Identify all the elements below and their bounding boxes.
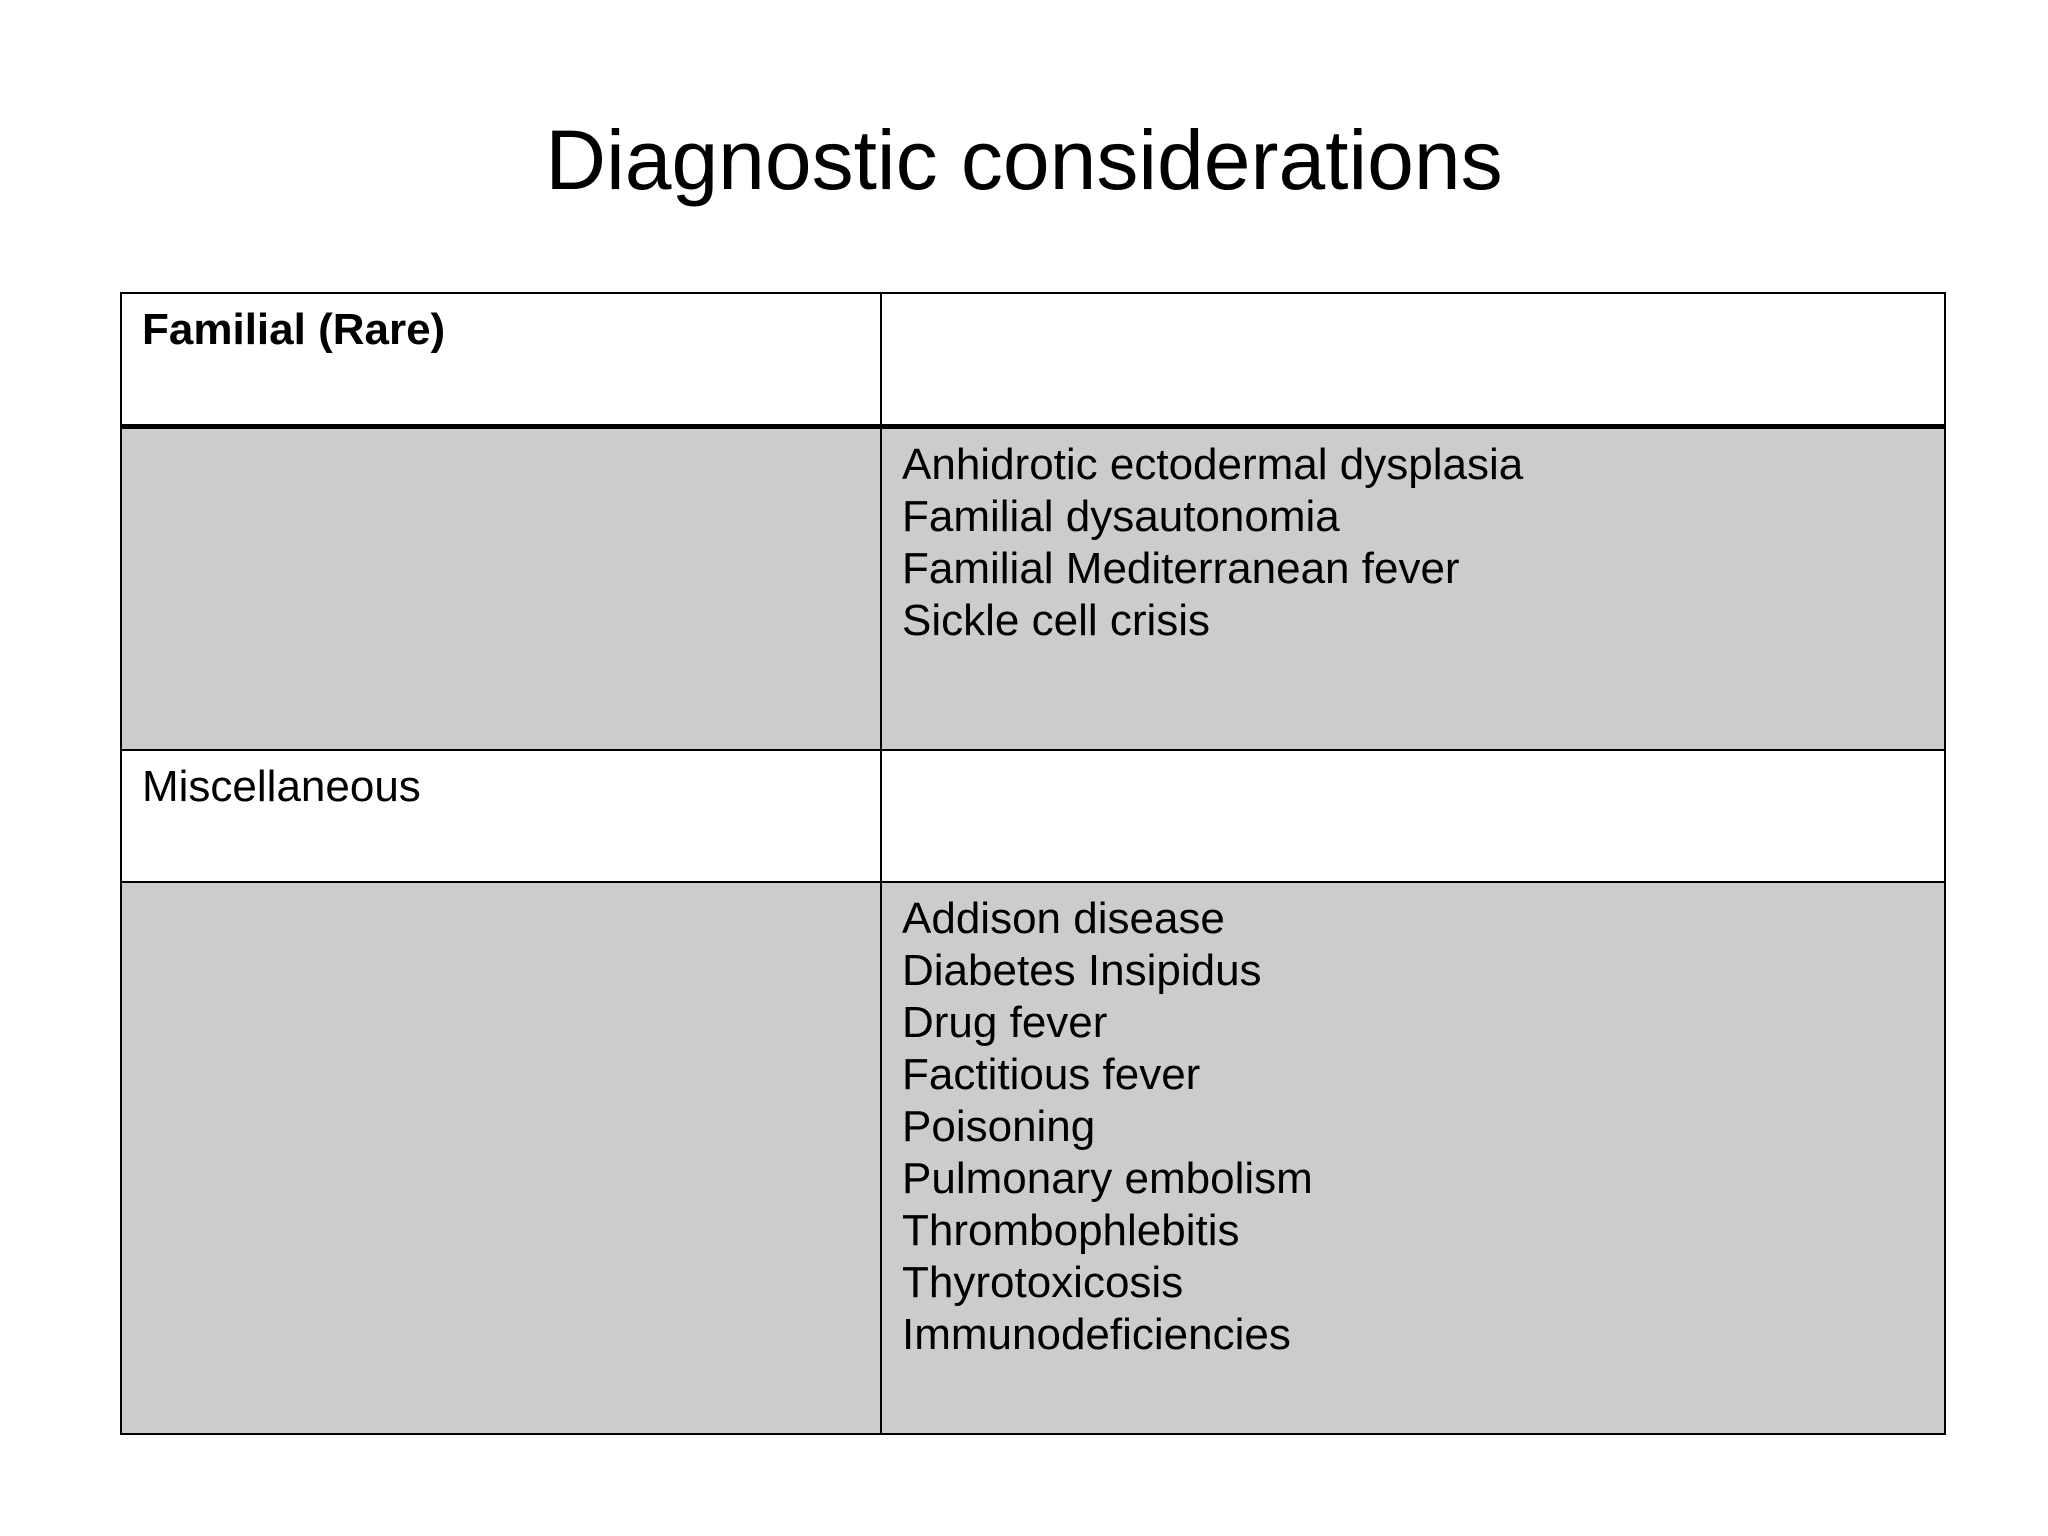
category-label-miscellaneous: Miscellaneous: [142, 762, 421, 811]
familial-conditions-list: [902, 439, 1924, 647]
list-item: Diabetes Insipidus: [902, 946, 1262, 995]
category-label-familial: Familial (Rare): [142, 305, 446, 354]
list-item: Drug fever: [902, 998, 1108, 1047]
list-item: Immunodeficiencies: [902, 1310, 1291, 1359]
table-row-miscellaneous-list: [121, 882, 1945, 1434]
table-cell-empty: [121, 427, 881, 751]
table-cell-category: [121, 750, 881, 882]
table-cell-conditions: [881, 427, 1945, 751]
table-row-familial-list: [121, 427, 1945, 751]
list-item: Familial dysautonomia: [902, 492, 1340, 541]
list-item: Addison disease: [902, 894, 1225, 943]
slide-title-text: Diagnostic considerations: [545, 113, 1503, 207]
list-item: Familial Mediterranean fever: [902, 544, 1460, 593]
list-item: Factitious fever: [902, 1050, 1201, 1099]
list-item: Pulmonary embolism: [902, 1154, 1313, 1203]
table-cell-empty: [881, 750, 1945, 882]
slide-title: [0, 110, 2048, 210]
list-item: Thyrotoxicosis: [902, 1258, 1184, 1307]
list-item: Sickle cell crisis: [902, 596, 1211, 645]
table-row-miscellaneous-header: [121, 750, 1945, 882]
table-cell-conditions: [881, 882, 1945, 1434]
table-cell-empty: [121, 882, 881, 1434]
table-cell-category: [121, 293, 881, 427]
miscellaneous-conditions-list: [902, 893, 1924, 1361]
list-item: Anhidrotic ectodermal dysplasia: [902, 440, 1524, 489]
list-item: Poisoning: [902, 1102, 1096, 1151]
table-cell-empty: [881, 293, 1945, 427]
list-item: Thrombophlebitis: [902, 1206, 1240, 1255]
diagnosis-table: [120, 292, 1946, 1435]
table-row-familial-header: [121, 293, 1945, 427]
